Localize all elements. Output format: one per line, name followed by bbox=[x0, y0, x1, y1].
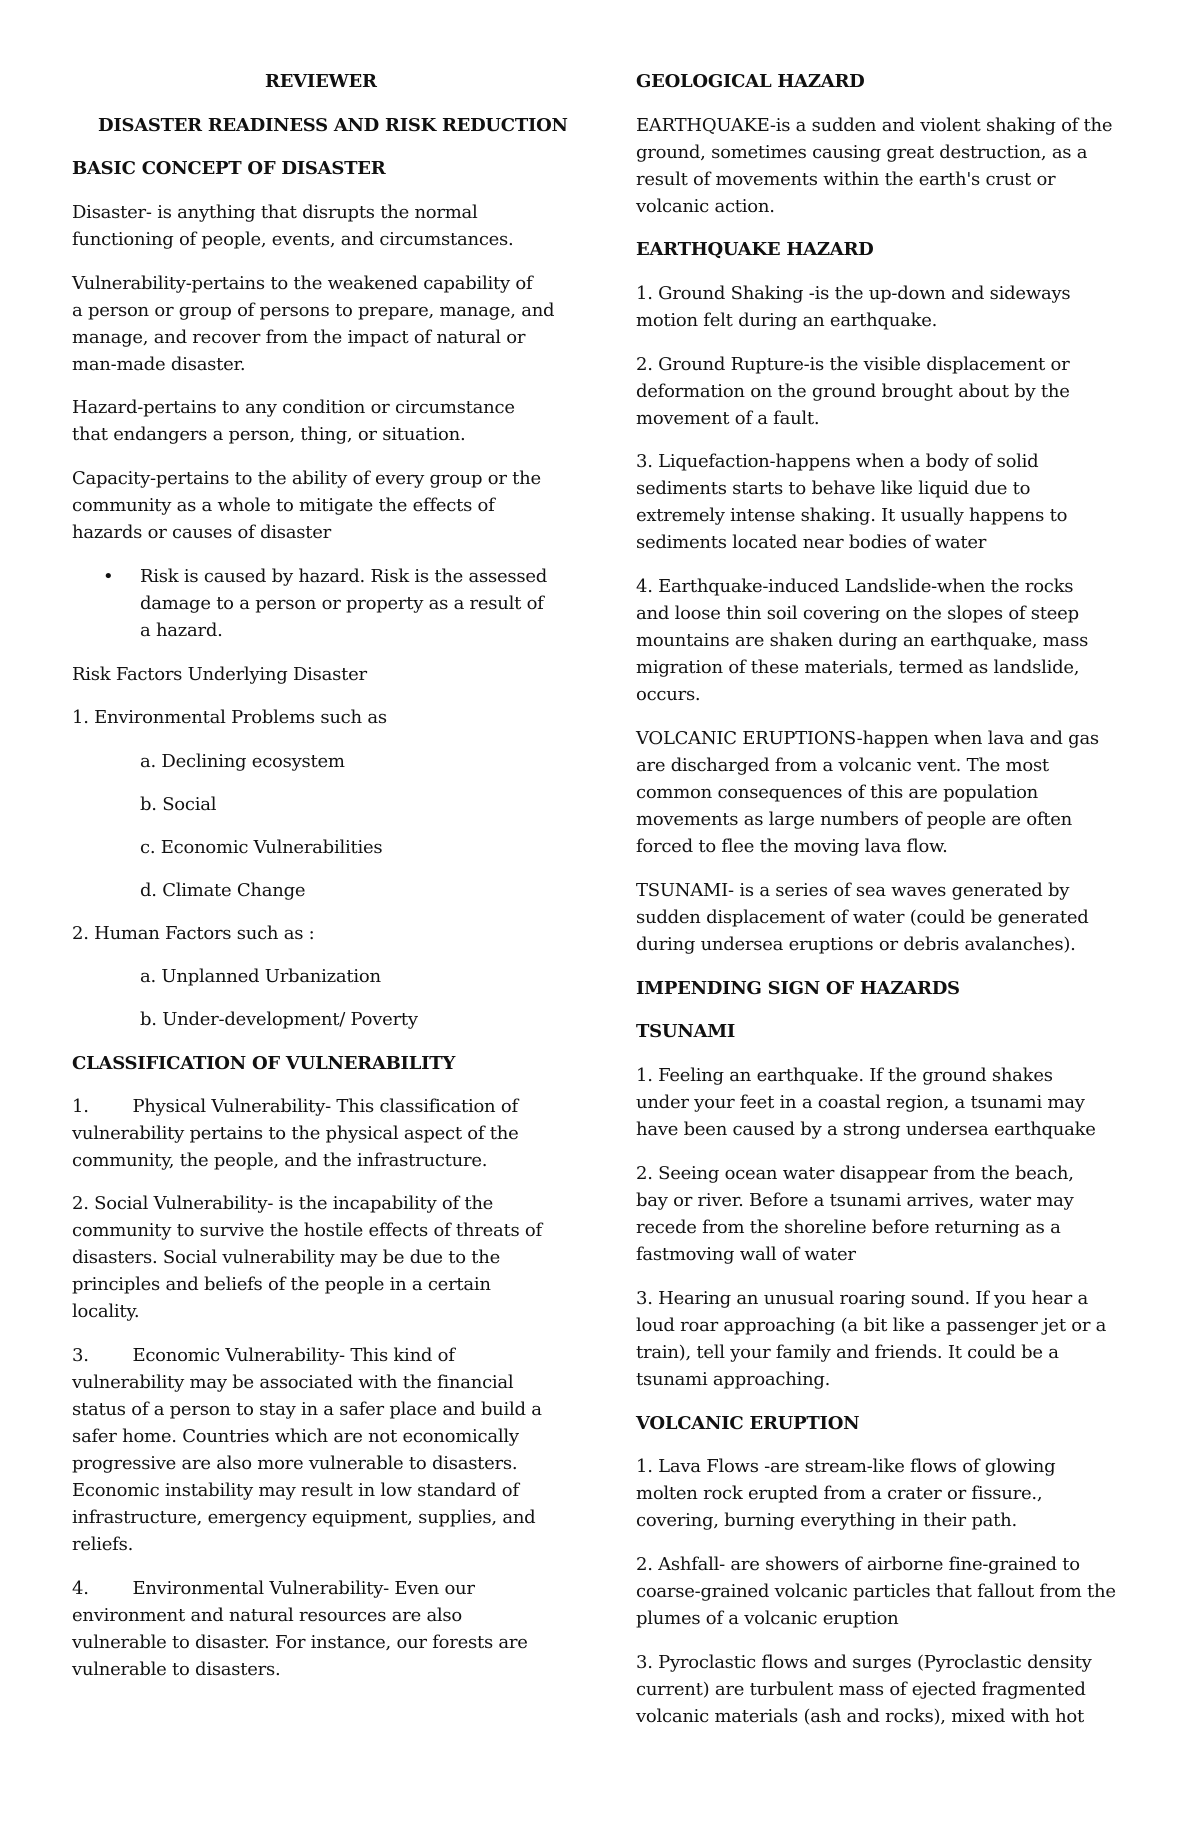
list-item: b. Under-development/ Poverty bbox=[140, 1009, 418, 1030]
list-item: a hazard. bbox=[140, 620, 223, 641]
paragraph-line: volcanic materials (ash and rocks), mixed with hot bbox=[636, 1706, 1084, 1727]
paragraph-line: safer home. Countries which are not economically bbox=[72, 1426, 519, 1447]
section-heading: BASIC CONCEPT OF DISASTER bbox=[72, 158, 386, 179]
paragraph-line: coarse-grained volcanic particles that fallout from the bbox=[636, 1581, 1116, 1602]
list-item: a. Unplanned Urbanization bbox=[140, 966, 381, 987]
list-item: damage to a person or property as a result of bbox=[140, 593, 544, 614]
section-heading: VOLCANIC ERUPTION bbox=[636, 1413, 860, 1434]
paragraph-line: plumes of a volcanic eruption bbox=[636, 1608, 899, 1629]
paragraph-line: deformation on the ground brought about by the bbox=[636, 381, 1070, 402]
paragraph-line: migration of these materials, termed as landslide, bbox=[636, 657, 1080, 678]
paragraph-line: 3. Liquefaction-happens when a body of solid bbox=[636, 451, 1039, 472]
paragraph-line: train), tell your family and friends. It could be a bbox=[636, 1342, 1059, 1363]
paragraph-line: current) are turbulent mass of ejected fragmented bbox=[636, 1679, 1086, 1700]
paragraph-line: have been caused by a strong undersea earthquake bbox=[636, 1119, 1096, 1140]
paragraph-line: VOLCANIC ERUPTIONS-happen when lava and gas bbox=[636, 728, 1099, 749]
paragraph-line: 3. Economic Vulnerability- This kind of bbox=[72, 1345, 455, 1366]
paragraph-line: 1. Ground Shaking -is the up-down and sideways bbox=[636, 283, 1071, 304]
document-title: REVIEWER bbox=[265, 71, 377, 92]
paragraph-line: hazards or causes of disaster bbox=[72, 522, 331, 543]
paragraph-line: covering, burning everything in their path. bbox=[636, 1510, 1017, 1531]
paragraph-line: extremely intense shaking. It usually happens to bbox=[636, 505, 1068, 526]
paragraph-line: EARTHQUAKE-is a sudden and violent shaking of the bbox=[636, 115, 1113, 136]
paragraph-line: are discharged from a volcanic vent. The most bbox=[636, 755, 1049, 776]
paragraph-line: sudden displacement of water (could be generated bbox=[636, 907, 1089, 928]
paragraph-line: community to survive the hostile effects of threats of bbox=[72, 1220, 542, 1241]
list-item: c. Economic Vulnerabilities bbox=[140, 837, 383, 858]
paragraph-line: infrastructure, emergency equipment, supplies, and bbox=[72, 1507, 536, 1528]
paragraph-line: status of a person to stay in a safer place and build a bbox=[72, 1399, 542, 1420]
paragraph-line: common consequences of this are population bbox=[636, 782, 1039, 803]
paragraph-line: Hazard-pertains to any condition or circumstance bbox=[72, 397, 515, 418]
paragraph-line: community as a whole to mitigate the effects of bbox=[72, 495, 495, 516]
paragraph-line: during undersea eruptions or debris avalanches). bbox=[636, 934, 1076, 955]
paragraph-line: Capacity-pertains to the ability of every group or the bbox=[72, 468, 541, 489]
paragraph-line: occurs. bbox=[636, 684, 701, 705]
paragraph-line: 2. Seeing ocean water disappear from the beach, bbox=[636, 1163, 1074, 1184]
document-subtitle: DISASTER READINESS AND RISK REDUCTION bbox=[98, 115, 568, 136]
paragraph-line: bay or river. Before a tsunami arrives, water may bbox=[636, 1190, 1074, 1211]
paragraph-line: forced to flee the moving lava flow. bbox=[636, 836, 948, 857]
paragraph-line: functioning of people, events, and circumstances. bbox=[72, 229, 514, 250]
paragraph-line: 1. Feeling an earthquake. If the ground shakes bbox=[636, 1065, 1053, 1086]
paragraph-line: and loose thin soil covering on the slopes of steep bbox=[636, 603, 1079, 624]
paragraph-line: recede from the shoreline before returning as a bbox=[636, 1217, 1061, 1238]
section-heading: EARTHQUAKE HAZARD bbox=[636, 239, 874, 260]
paragraph-line: Vulnerability-pertains to the weakened capability of bbox=[72, 273, 533, 294]
paragraph-line: sediments starts to behave like liquid due to bbox=[636, 478, 1031, 499]
paragraph-line: sediments located near bodies of water bbox=[636, 532, 987, 553]
paragraph-line: environment and natural resources are also bbox=[72, 1605, 462, 1626]
section-heading: TSUNAMI bbox=[636, 1021, 736, 1042]
paragraph-line: manage, and recover from the impact of natural or bbox=[72, 327, 526, 348]
section-heading: GEOLOGICAL HAZARD bbox=[636, 71, 865, 92]
paragraph-line: a person or group of persons to prepare, manage, and bbox=[72, 300, 555, 321]
paragraph-line: Disaster- is anything that disrupts the normal bbox=[72, 202, 478, 223]
paragraph-line: motion felt during an earthquake. bbox=[636, 310, 938, 331]
paragraph-line: movement of a fault. bbox=[636, 408, 820, 429]
paragraph-line: volcanic action. bbox=[636, 196, 775, 217]
paragraph-line: 1. Physical Vulnerability- This classification of bbox=[72, 1096, 518, 1117]
list-item: 1. Environmental Problems such as bbox=[72, 707, 387, 728]
subheading: Risk Factors Underlying Disaster bbox=[72, 664, 367, 685]
paragraph-line: that endangers a person, thing, or situation. bbox=[72, 424, 466, 445]
bullet-icon: • bbox=[103, 566, 114, 587]
list-item: b. Social bbox=[140, 794, 217, 815]
paragraph-line: vulnerability may be associated with the financial bbox=[72, 1372, 514, 1393]
paragraph-line: progressive are also more vulnerable to disasters. bbox=[72, 1453, 518, 1474]
paragraph-line: principles and beliefs of the people in a certain bbox=[72, 1274, 491, 1295]
paragraph-line: fastmoving wall of water bbox=[636, 1244, 856, 1265]
paragraph-line: movements as large numbers of people are often bbox=[636, 809, 1072, 830]
paragraph-line: 1. Lava Flows -are stream-like flows of glowing bbox=[636, 1456, 1056, 1477]
paragraph-line: 3. Pyroclastic flows and surges (Pyroclastic density bbox=[636, 1652, 1092, 1673]
paragraph-line: Economic instability may result in low standard of bbox=[72, 1480, 519, 1501]
paragraph-line: under your feet in a coastal region, a tsunami may bbox=[636, 1092, 1085, 1113]
list-item: 2. Human Factors such as : bbox=[72, 923, 315, 944]
paragraph-line: man-made disaster. bbox=[72, 354, 246, 375]
paragraph-line: loud roar approaching (a bit like a passenger jet or a bbox=[636, 1315, 1107, 1336]
paragraph-line: 4. Earthquake-induced Landslide-when the rocks bbox=[636, 576, 1074, 597]
section-heading: IMPENDING SIGN OF HAZARDS bbox=[636, 978, 960, 999]
paragraph-line: disasters. Social vulnerability may be due to the bbox=[72, 1247, 500, 1268]
paragraph-line: vulnerability pertains to the physical aspect of the bbox=[72, 1123, 519, 1144]
section-heading: CLASSIFICATION OF VULNERABILITY bbox=[72, 1053, 456, 1074]
list-item: a. Declining ecosystem bbox=[140, 751, 345, 772]
paragraph-line: 3. Hearing an unusual roaring sound. If you hear a bbox=[636, 1288, 1088, 1309]
list-item: Risk is caused by hazard. Risk is the assessed bbox=[140, 566, 548, 587]
paragraph-line: locality. bbox=[72, 1301, 140, 1322]
paragraph-line: vulnerable to disaster. For instance, our forests are bbox=[72, 1632, 528, 1653]
paragraph-line: ground, sometimes causing great destruction, as a bbox=[636, 142, 1088, 163]
paragraph-line: result of movements within the earth's crust or bbox=[636, 169, 1056, 190]
paragraph-line: community, the people, and the infrastructure. bbox=[72, 1150, 488, 1171]
paragraph-line: 2. Ground Rupture-is the visible displacement or bbox=[636, 354, 1070, 375]
paragraph-line: TSUNAMI- is a series of sea waves generated by bbox=[636, 880, 1070, 901]
paragraph-line: tsunami approaching. bbox=[636, 1369, 831, 1390]
paragraph-line: mountains are shaken during an earthquake, mass bbox=[636, 630, 1089, 651]
paragraph-line: molten rock erupted from a crater or fissure., bbox=[636, 1483, 1043, 1504]
list-item: d. Climate Change bbox=[140, 880, 306, 901]
paragraph-line: vulnerable to disasters. bbox=[72, 1659, 281, 1680]
paragraph-line: reliefs. bbox=[72, 1534, 134, 1555]
paragraph-line: 2. Social Vulnerability- is the incapability of the bbox=[72, 1193, 494, 1214]
paragraph-line: 4. Environmental Vulnerability- Even our bbox=[72, 1578, 475, 1599]
paragraph-line: 2. Ashfall- are showers of airborne fine-grained to bbox=[636, 1554, 1080, 1575]
